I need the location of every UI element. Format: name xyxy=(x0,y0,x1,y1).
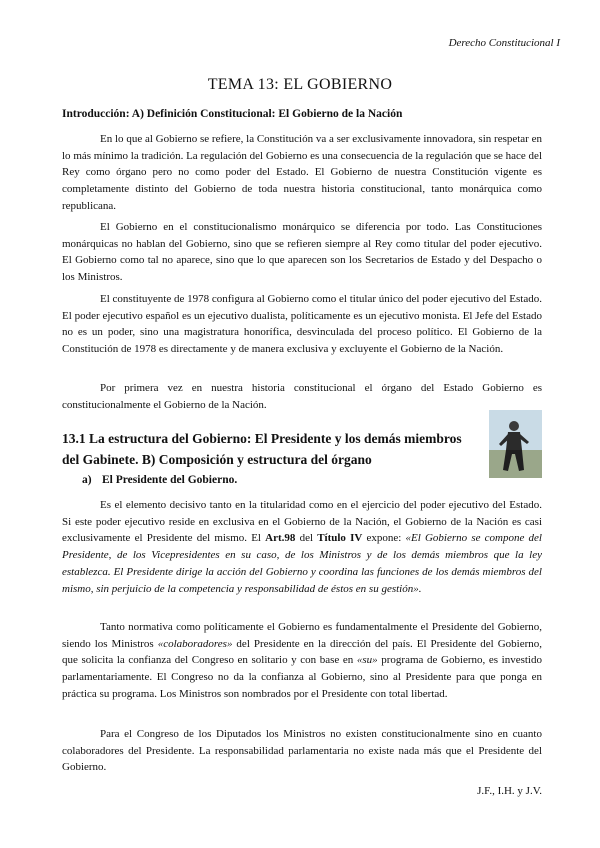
p6-su: «su» xyxy=(356,654,378,667)
person-photo-icon xyxy=(489,410,542,478)
subsection-heading xyxy=(82,474,237,486)
paragraph-5 xyxy=(62,497,542,597)
paragraph-7: Para el Congreso de los Diputados los Ministros no existen constitucionalmente sino en cuanto colaboradores del Presidente. La responsabilidad parlamentaria no existe nada más que el Presidente del Gobierno. xyxy=(62,728,542,774)
page-title: TEMA 13: EL GOBIERNO xyxy=(207,76,393,93)
p5-text-c: expone: xyxy=(362,532,406,545)
p6-colaboradores: «colaboradores» xyxy=(157,637,233,650)
paragraph-1: En lo que al Gobierno se refiere, la Constitución va a ser exclusivamente innovadora, sin respetar en lo más mínimo la tradición. La regulación del Gobierno es una consecuencia de la regulación que se hace del Rey como órgano pero no como poder del Estado. El Gobierno de nuestra Constitución vigente es completamente distinto del Gobierno de toda nuestra historia constitucional, tanto monárquica como republicana. xyxy=(62,133,542,212)
p6-text-b: del Presidente en la dirección del país. El Presidente del Gobierno, que solicita la confianza del Congreso en solitario y con base en xyxy=(62,637,542,667)
p6-text-c: programa de Gobierno, es investido parlamentariamente. El Congreso no da la confianza al Gobierno, sino al Presidente para que ponga en práctica su programa. Los Ministros son nombrados por el Presidente con total libertad. xyxy=(62,654,542,700)
paragraph-3: El constituyente de 1978 configura al Gobierno como el titular único del poder ejecutivo del Estado. El poder ejecutivo español es un ejecutivo dualista, políticamente es un ejecutivo monista. El Jefe del Estado no es un poder, sino una magistratura honorífica, desvinculada del proceso político. El Gobierno de la Constitución de 1978 es directamente y de manera exclusiva y excluyente el Gobierno de la Nación. xyxy=(62,293,542,356)
p5-text-a: Es el elemento decisivo tanto en la titularidad como en el ejercicio del poder ejecutivo del Estado. Si este poder ejecutivo reside en exclusiva en el Gobierno de la Nación, el Gobierno de la Nación es casi exclusivamente el Presidente del mismo. El xyxy=(62,499,542,545)
running-header: Derecho Constitucional I xyxy=(448,37,560,49)
p5-text-b: del xyxy=(295,532,318,545)
paragraph-2: El Gobierno en el constitucionalismo monárquico se diferencia por todo. Las Constituciones monárquicas no hablan del Gobierno, sino que se refieren siempre al Rey como titular del poder ejecutivo. El Gobierno como tal no aparece, sino que lo que aparecen son los Secretarios de Estado y del Despacho o los Ministros. xyxy=(62,221,542,284)
subsection-title: El Presidente del Gobierno. xyxy=(102,474,238,486)
footer-authors: J.F., I.H. y J.V. xyxy=(477,785,542,797)
photo-figure xyxy=(489,410,542,478)
paragraph-6 xyxy=(62,619,542,703)
paragraph-4: Por primera vez en nuestra historia constitucional el órgano del Estado Gobierno es constitucionalmente el Gobierno de la Nación. xyxy=(62,382,542,411)
subsection-letter: a) xyxy=(82,474,92,486)
section-heading: 13.1 La estructura del Gobierno: El Presidente y los demás miembros del Gabinete. B) Composición y estructura del órgano xyxy=(62,431,462,467)
p5-quote: «El Gobierno se compone del Presidente, de los Vicepresidentes en su caso, de los Ministros y de los demás miembros que la ley establezca. El Presidente dirige la acción del Gobierno y coordina las funciones de los demás miembros del mismo, sin perjuicio de la competencia y responsabilidad de éstos en su gestión». xyxy=(62,532,542,595)
p5-article-ref: Art.98 xyxy=(265,532,296,545)
intro-heading: Introducción: A) Definición Constitucional: El Gobierno de la Nación xyxy=(62,108,403,120)
p5-title-ref: Título IV xyxy=(317,532,363,545)
p6-text-a: Tanto normativa como políticamente el Gobierno es fundamentalmente el Presidente del Gobierno, siendo los Ministros xyxy=(62,621,542,650)
